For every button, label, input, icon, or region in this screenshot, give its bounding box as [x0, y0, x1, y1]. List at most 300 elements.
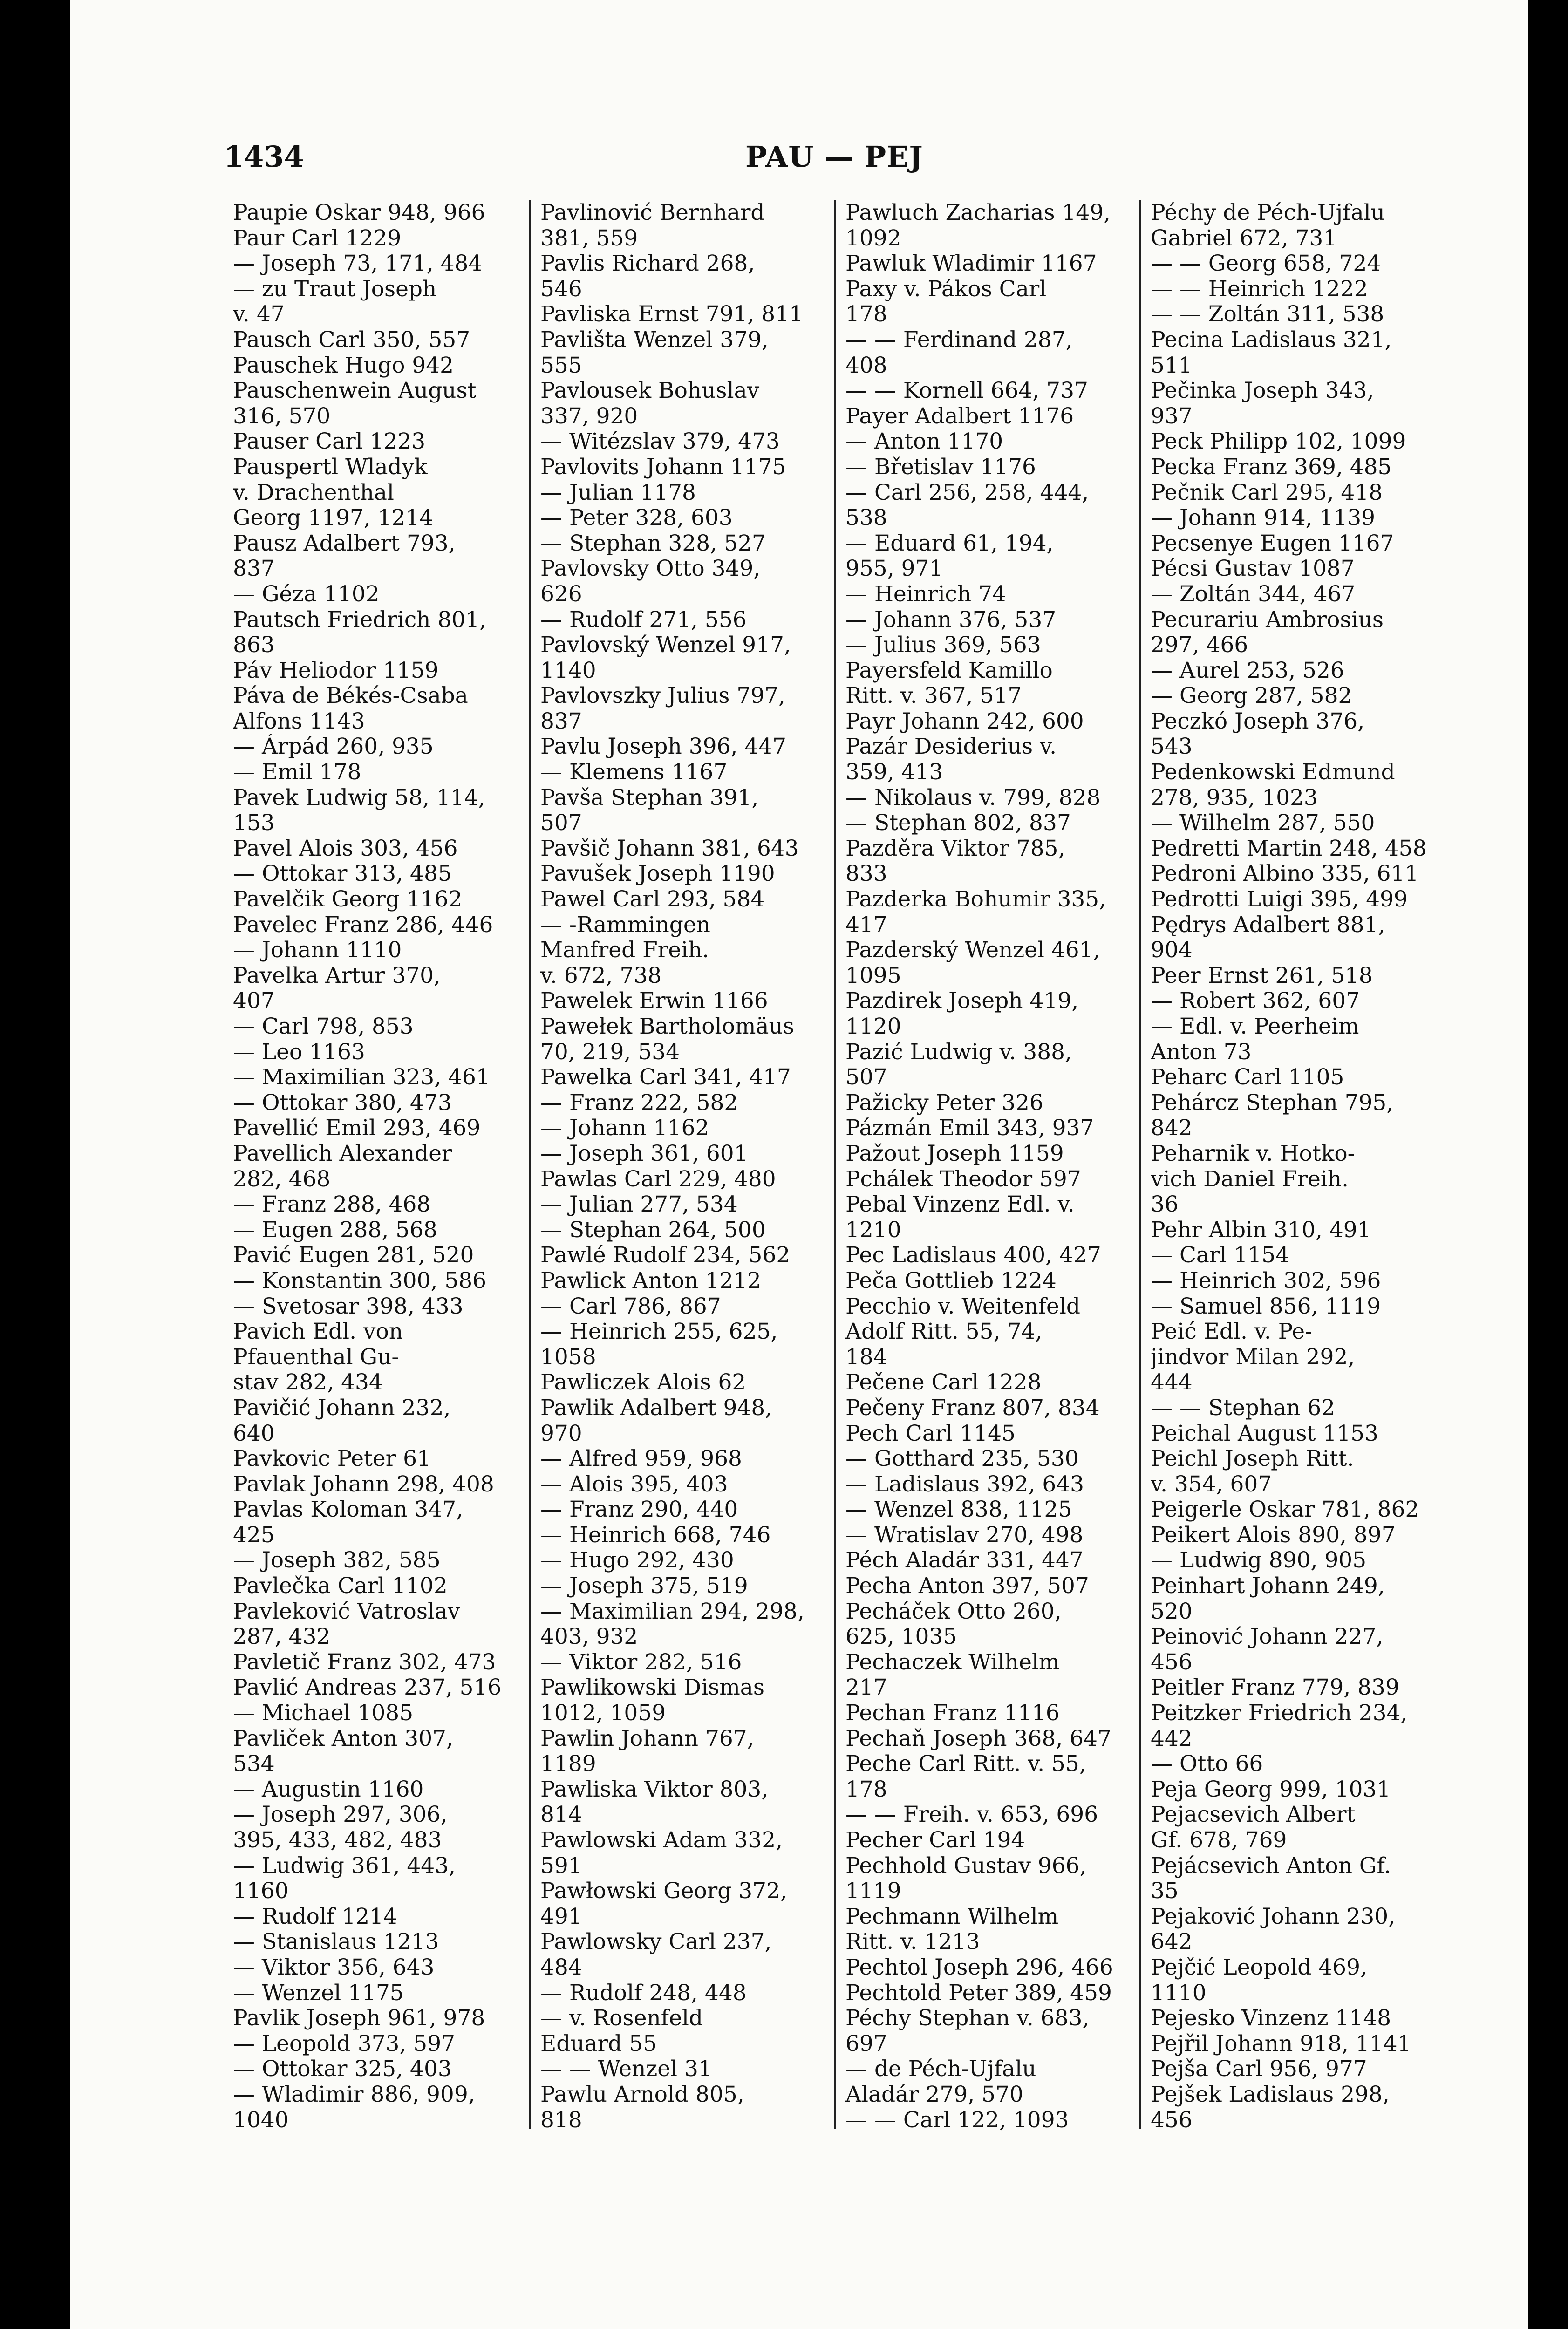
- index-entry: Ritt. v. 367, 517: [845, 683, 1022, 709]
- index-entry: Pavlovský Wenzel 917,: [540, 633, 791, 658]
- index-entry: 625, 1035: [845, 1624, 957, 1650]
- index-entry: — Joseph 361, 601: [540, 1141, 748, 1166]
- index-entry: 970: [540, 1421, 582, 1446]
- index-entry: Pędrys Adalbert 881,: [1151, 912, 1385, 938]
- index-entry: Pavlik Joseph 961, 978: [233, 2006, 485, 2031]
- index-entry: Pavleković Vatroslav: [233, 1599, 460, 1624]
- index-entry: — Maximilian 294, 298,: [540, 1599, 804, 1624]
- index-entry: Pavliska Ernst 791, 811: [540, 302, 803, 327]
- index-entry: v. 672, 738: [540, 963, 662, 988]
- index-entry: 534: [233, 1751, 275, 1777]
- index-entry: 456: [1151, 2107, 1193, 2133]
- index-entry: — Aurel 253, 526: [1151, 658, 1344, 683]
- index-entry: Pavelka Artur 370,: [233, 963, 441, 988]
- index-entry: — Julius 369, 563: [845, 633, 1041, 658]
- index-entry: Payer Adalbert 1176: [845, 403, 1074, 429]
- index-entry: Manfred Freih.: [540, 938, 709, 963]
- index-entry: Pavlu Joseph 396, 447: [540, 734, 786, 760]
- index-entry: — Alfred 959, 968: [540, 1446, 742, 1472]
- index-entry: Pavel Alois 303, 456: [233, 836, 458, 861]
- index-entry: Pawliska Viktor 803,: [540, 1777, 769, 1802]
- index-entry: stav 282, 434: [233, 1370, 383, 1396]
- index-entry: — Robert 362, 607: [1151, 988, 1360, 1014]
- index-entry: — Árpád 260, 935: [233, 734, 434, 760]
- index-entry: 287, 432: [233, 1624, 331, 1650]
- index-entry: — Eugen 288, 568: [233, 1217, 437, 1243]
- index-entry: 297, 466: [1151, 633, 1248, 658]
- index-entry: 837: [233, 556, 275, 582]
- index-entry: Ritt. v. 1213: [845, 1929, 980, 1955]
- index-entry: Pejácsevich Anton Gf.: [1151, 1853, 1391, 1879]
- index-entry: Pecha Anton 397, 507: [845, 1573, 1089, 1599]
- index-entry: — Joseph 375, 519: [540, 1573, 748, 1599]
- index-entry: — — Stephan 62: [1151, 1395, 1336, 1421]
- index-entry: Pechtol Joseph 296, 466: [845, 1954, 1113, 1980]
- index-entry: 546: [540, 276, 582, 302]
- index-entry: — — Carl 122, 1093: [845, 2107, 1069, 2133]
- index-entry: 1012, 1059: [540, 1701, 666, 1726]
- index-entry: Pavich Edl. von: [233, 1319, 403, 1345]
- index-entry: — Svetosar 398, 433: [233, 1294, 464, 1319]
- index-entry: Pecháček Otto 260,: [845, 1599, 1062, 1624]
- index-entry: 1095: [845, 963, 901, 988]
- index-entry: 178: [845, 1777, 887, 1802]
- index-entry: 863: [233, 633, 275, 658]
- index-entry: — Carl 786, 867: [540, 1294, 721, 1319]
- index-entry: — — Heinrich 1222: [1151, 276, 1368, 302]
- index-entry: — Franz 288, 468: [233, 1192, 431, 1218]
- index-entry: 217: [845, 1675, 887, 1701]
- index-entry: — — Wenzel 31: [540, 2057, 712, 2082]
- index-entry: Pavliček Anton 307,: [233, 1726, 453, 1751]
- index-entry: Paxy v. Pákos Carl: [845, 276, 1047, 302]
- index-entry: Peichal August 1153: [1151, 1421, 1379, 1446]
- index-entry: Pausz Adalbert 793,: [233, 531, 456, 556]
- index-entry: — de Péch-Ujfalu: [845, 2057, 1036, 2082]
- index-entry: Péchy de Péch-Ujfalu: [1151, 200, 1385, 225]
- index-entry: Anton 73: [1151, 1039, 1252, 1065]
- index-entry: — Georg 287, 582: [1151, 683, 1352, 709]
- index-entry: — Heinrich 668, 746: [540, 1522, 771, 1548]
- column-4: [1151, 200, 1439, 2133]
- index-entry: 408: [845, 353, 887, 378]
- index-entry: Pejša Carl 956, 977: [1151, 2057, 1367, 2082]
- index-entry: Peharc Carl 1105: [1151, 1065, 1344, 1090]
- index-entry: Pawlé Rudolf 234, 562: [540, 1243, 791, 1268]
- index-entry: Pawliczek Alois 62: [540, 1370, 746, 1396]
- index-entry: 425: [233, 1522, 275, 1548]
- index-entry: vich Daniel Freih.: [1151, 1166, 1349, 1192]
- index-entry: — Rudolf 271, 556: [540, 607, 747, 633]
- index-entry: — Emil 178: [233, 760, 361, 785]
- index-entry: Páv Heliodor 1159: [233, 658, 439, 683]
- index-entry: Gabriel 672, 731: [1151, 225, 1337, 251]
- index-entry: Payersfeld Kamillo: [845, 658, 1053, 683]
- index-entry: — Joseph 73, 171, 484: [233, 251, 483, 277]
- index-entry: Pfauenthal Gu-: [233, 1344, 399, 1370]
- index-entry: 395, 433, 482, 483: [233, 1828, 442, 1853]
- index-entry: Pautsch Friedrich 801,: [233, 607, 487, 633]
- index-entry: 1110: [1151, 1980, 1207, 2006]
- index-entry: Pavlovsky Otto 349,: [540, 556, 761, 582]
- index-entry: Pechaň Joseph 368, 647: [845, 1726, 1111, 1751]
- index-entry: Pazár Desiderius v.: [845, 734, 1057, 760]
- index-entry: — Joseph 382, 585: [233, 1548, 441, 1573]
- index-entry: 842: [1151, 1116, 1193, 1141]
- index-entry: Pawluch Zacharias 149,: [845, 200, 1111, 225]
- index-entry: 543: [1151, 734, 1193, 760]
- index-entry: 1040: [233, 2107, 289, 2133]
- index-entry: Pawlik Adalbert 948,: [540, 1395, 772, 1421]
- index-entry: Péch Aladár 331, 447: [845, 1548, 1084, 1573]
- index-entry: Peichl Joseph Ritt.: [1151, 1446, 1354, 1472]
- index-entry: Pedenkowski Edmund: [1151, 760, 1395, 785]
- index-entry: 337, 920: [540, 403, 638, 429]
- index-entry: Pazdirek Joseph 419,: [845, 988, 1079, 1014]
- index-entry: v. 354, 607: [1151, 1471, 1272, 1497]
- index-entry: — Ottokar 313, 485: [233, 861, 452, 887]
- index-entry: — Carl 798, 853: [233, 1014, 414, 1039]
- index-entry: — — Ferdinand 287,: [845, 327, 1073, 353]
- index-entry: 538: [845, 505, 887, 531]
- index-entry: Peinhart Johann 249,: [1151, 1573, 1385, 1599]
- page: [70, 0, 1528, 2329]
- column-2: [540, 200, 829, 2133]
- index-entry: Pavšič Johann 381, 643: [540, 836, 799, 861]
- index-entry: — Franz 290, 440: [540, 1497, 738, 1523]
- index-entry: — Ottokar 380, 473: [233, 1090, 452, 1116]
- index-entry: Pavlas Koloman 347,: [233, 1497, 464, 1523]
- index-entry: Pavušek Joseph 1190: [540, 861, 775, 887]
- index-entry: Pavletič Franz 302, 473: [233, 1649, 496, 1675]
- index-entry: Pawlikowski Dismas: [540, 1675, 764, 1701]
- index-entry: 359, 413: [845, 760, 943, 785]
- index-entry: 904: [1151, 938, 1193, 963]
- index-entry: — Michael 1085: [233, 1701, 414, 1726]
- index-entry: Pecchio v. Weitenfeld: [845, 1294, 1080, 1319]
- index-entry: — Ladislaus 392, 643: [845, 1471, 1084, 1497]
- index-entry: 403, 932: [540, 1624, 638, 1650]
- index-entry: — Johann 914, 1139: [1151, 505, 1376, 531]
- index-entry: Pehárcz Stephan 795,: [1151, 1090, 1394, 1116]
- index-entry: 507: [845, 1065, 887, 1090]
- index-entry: — Stephan 802, 837: [845, 810, 1071, 836]
- index-entry: Pauser Carl 1223: [233, 429, 426, 455]
- index-entry: Pavlišta Wenzel 379,: [540, 327, 769, 353]
- index-entry: — Julian 277, 534: [540, 1192, 738, 1218]
- index-entry: — Johann 1110: [233, 938, 402, 963]
- index-entry: — Witézslav 379, 473: [540, 429, 780, 455]
- index-entry: Pečene Carl 1228: [845, 1370, 1042, 1396]
- index-entry: Pawłowski Georg 372,: [540, 1879, 787, 1904]
- index-entry: Aladár 279, 570: [845, 2082, 1023, 2107]
- index-entry: 591: [540, 1853, 582, 1879]
- index-entry: Peharnik v. Hotko-: [1151, 1141, 1355, 1166]
- index-entry: — Nikolaus v. 799, 828: [845, 785, 1101, 810]
- index-entry: — Augustin 1160: [233, 1777, 424, 1802]
- index-entry: Pechmann Wilhelm: [845, 1904, 1059, 1929]
- index-entry: 484: [540, 1954, 582, 1980]
- index-entry: — Anton 1170: [845, 429, 1003, 455]
- index-entry: — Wilhelm 287, 550: [1151, 810, 1375, 836]
- index-entry: — Rudolf 1214: [233, 1904, 397, 1929]
- index-entry: Pecher Carl 194: [845, 1828, 1025, 1853]
- index-entry: Pavlečka Carl 1102: [233, 1573, 448, 1599]
- index-entry: 178: [845, 302, 887, 327]
- index-entry: 955, 971: [845, 556, 943, 582]
- index-entry: Pažout Joseph 1159: [845, 1141, 1064, 1166]
- index-entry: Pavkovic Peter 61: [233, 1446, 431, 1472]
- index-entry: Pauschek Hugo 942: [233, 353, 454, 378]
- index-entry: — zu Traut Joseph: [233, 276, 437, 302]
- index-entry: 442: [1151, 1726, 1193, 1751]
- index-entry: 456: [1151, 1649, 1193, 1675]
- index-entry: Pavlak Johann 298, 408: [233, 1471, 494, 1497]
- index-entry: Peča Gottlieb 1224: [845, 1268, 1057, 1294]
- index-entry: Peitzker Friedrich 234,: [1151, 1701, 1408, 1726]
- index-entry: Pawlu Arnold 805,: [540, 2082, 744, 2107]
- index-entry: 491: [540, 1904, 582, 1929]
- index-entry: 937: [1151, 403, 1193, 429]
- index-entry: Pawelek Erwin 1166: [540, 988, 768, 1014]
- index-entry: — Wratislav 270, 498: [845, 1522, 1084, 1548]
- index-entry: 507: [540, 810, 582, 836]
- index-entry: Pejšek Ladislaus 298,: [1151, 2082, 1390, 2107]
- index-entry: — Otto 66: [1151, 1751, 1263, 1777]
- index-entry: Peigerle Oskar 781, 862: [1151, 1497, 1419, 1523]
- index-entry: Pažicky Peter 326: [845, 1090, 1043, 1116]
- index-entry: Pawluk Wladimir 1167: [845, 251, 1097, 277]
- index-entry: 814: [540, 1802, 582, 1828]
- index-entry: — Břetislav 1176: [845, 454, 1036, 480]
- index-entry: — Peter 328, 603: [540, 505, 733, 531]
- index-entry: Paupie Oskar 948, 966: [233, 200, 485, 225]
- index-entry: — Edl. v. Peerheim: [1151, 1014, 1359, 1039]
- index-entry: — Wenzel 838, 1125: [845, 1497, 1072, 1523]
- index-entry: — Maximilian 323, 461: [233, 1065, 490, 1090]
- index-entry: Pavlousek Bohuslav: [540, 378, 760, 404]
- index-entry: Pejaković Johann 230,: [1151, 1904, 1396, 1929]
- index-entry: Peitler Franz 779, 839: [1151, 1675, 1399, 1701]
- index-entry: 444: [1151, 1370, 1193, 1396]
- column-1: [233, 200, 522, 2133]
- index-entry: Pavelčik Georg 1162: [233, 887, 463, 913]
- index-entry: Pawełek Bartholomäus: [540, 1014, 794, 1039]
- index-entry: — Viktor 356, 643: [233, 1954, 435, 1980]
- column-rule: [529, 200, 531, 2129]
- index-entry: Pečinka Joseph 343,: [1151, 378, 1374, 404]
- index-entry: 1119: [845, 1879, 901, 1904]
- index-entry: 1160: [233, 1879, 289, 1904]
- index-entry: — Alois 395, 403: [540, 1471, 728, 1497]
- index-entry: Pechhold Gustav 966,: [845, 1853, 1087, 1879]
- index-entry: — Wenzel 1175: [233, 1980, 404, 2006]
- index-entry: Peikert Alois 890, 897: [1151, 1522, 1396, 1548]
- index-entry: Eduard 55: [540, 2031, 657, 2057]
- index-entry: Pecurariu Ambrosius: [1151, 607, 1384, 633]
- index-entry: Pazderka Bohumir 335,: [845, 887, 1106, 913]
- index-entry: Pawel Carl 293, 584: [540, 887, 765, 913]
- index-entry: Peche Carl Ritt. v. 55,: [845, 1751, 1086, 1777]
- index-entry: Pehr Albin 310, 491: [1151, 1217, 1371, 1243]
- index-entry: Payr Johann 242, 600: [845, 708, 1084, 734]
- index-entry: — Klemens 1167: [540, 760, 728, 785]
- index-entry: v. Drachenthal: [233, 480, 394, 505]
- running-head: PAU — PEJ: [745, 140, 923, 174]
- index-entry: Pavlis Richard 268,: [540, 251, 755, 277]
- index-entry: Pejesko Vinzenz 1148: [1151, 2006, 1391, 2031]
- index-entry: Pavičić Johann 232,: [233, 1395, 451, 1421]
- index-entry: — Samuel 856, 1119: [1151, 1294, 1381, 1319]
- index-entry: 1092: [845, 225, 901, 251]
- index-entry: 316, 570: [233, 403, 331, 429]
- index-entry: Pech Carl 1145: [845, 1421, 1016, 1446]
- index-entry: Pejřil Johann 918, 1141: [1151, 2031, 1411, 2057]
- index-entry: — Julian 1178: [540, 480, 696, 505]
- index-entry: 818: [540, 2107, 582, 2133]
- index-entry: 1189: [540, 1751, 596, 1777]
- index-entry: — Zoltán 344, 467: [1151, 581, 1356, 607]
- index-entry: Pejčić Leopold 469,: [1151, 1954, 1367, 1980]
- index-entry: Pavlovszky Julius 797,: [540, 683, 785, 709]
- index-entry: Pavlić Andreas 237, 516: [233, 1675, 502, 1701]
- index-entry: 837: [540, 708, 582, 734]
- page-number: 1434: [224, 140, 304, 174]
- index-entry: 642: [1151, 1929, 1193, 1955]
- index-entry: — Carl 1154: [1151, 1243, 1289, 1268]
- index-entry: Pazić Ludwig v. 388,: [845, 1039, 1072, 1065]
- index-entry: — Stanislaus 1213: [233, 1929, 439, 1955]
- index-entry: — -Rammingen: [540, 912, 710, 938]
- index-entry: 184: [845, 1344, 887, 1370]
- index-entry: — Ottokar 325, 403: [233, 2057, 452, 2082]
- index-entry: Peja Georg 999, 1031: [1151, 1777, 1391, 1802]
- index-entry: Pedroni Albino 335, 611: [1151, 861, 1419, 887]
- index-entry: Pechtold Peter 389, 459: [845, 1980, 1112, 2006]
- index-entry: — Gotthard 235, 530: [845, 1446, 1079, 1472]
- index-entry: — Ludwig 361, 443,: [233, 1853, 456, 1879]
- index-entry: 70, 219, 534: [540, 1039, 680, 1065]
- index-entry: 1058: [540, 1344, 596, 1370]
- index-entry: Peck Philipp 102, 1099: [1151, 429, 1406, 455]
- column-rule: [834, 200, 836, 2129]
- index-entry: Pavelec Franz 286, 446: [233, 912, 493, 938]
- index-entry: Pečeny Franz 807, 834: [845, 1395, 1100, 1421]
- index-entry: 626: [540, 581, 582, 607]
- index-entry: 381, 559: [540, 225, 638, 251]
- index-entry: Pavlovits Johann 1175: [540, 454, 786, 480]
- index-entry: — Eduard 61, 194,: [845, 531, 1054, 556]
- index-entry: — — Georg 658, 724: [1151, 251, 1381, 277]
- index-entry: Pázmán Emil 343, 937: [845, 1116, 1094, 1141]
- index-entry: — Viktor 282, 516: [540, 1649, 742, 1675]
- index-entry: 153: [233, 810, 275, 836]
- index-entry: Pedrotti Luigi 395, 499: [1151, 887, 1408, 913]
- index-entry: 36: [1151, 1192, 1179, 1218]
- index-entry: 417: [845, 912, 887, 938]
- index-entry: Peić Edl. v. Pe-: [1151, 1319, 1312, 1345]
- index-entry: Pebal Vinzenz Edl. v.: [845, 1192, 1075, 1218]
- index-entry: — Johann 1162: [540, 1116, 709, 1141]
- index-entry: Pavić Eugen 281, 520: [233, 1243, 474, 1268]
- index-entry: — Leopold 373, 597: [233, 2031, 455, 2057]
- index-entry: 697: [845, 2031, 887, 2057]
- index-entry: — Ludwig 890, 905: [1151, 1548, 1367, 1573]
- index-entry: Peinović Johann 227,: [1151, 1624, 1384, 1650]
- index-entry: — v. Rosenfeld: [540, 2006, 703, 2031]
- index-entry: Pausch Carl 350, 557: [233, 327, 470, 353]
- index-entry: Pavellić Emil 293, 469: [233, 1116, 481, 1141]
- index-entry: — Franz 222, 582: [540, 1090, 738, 1116]
- index-entry: Péchy Stephan v. 683,: [845, 2006, 1090, 2031]
- index-entry: Pechaczek Wilhelm: [845, 1649, 1060, 1675]
- index-entry: Georg 1197, 1214: [233, 505, 434, 531]
- index-entry: Peer Ernst 261, 518: [1151, 963, 1373, 988]
- index-entry: — — Freih. v. 653, 696: [845, 1802, 1098, 1828]
- index-entry: Pazděra Viktor 785,: [845, 836, 1065, 861]
- index-entry: — Stephan 264, 500: [540, 1217, 766, 1243]
- index-entry: — Géza 1102: [233, 581, 380, 607]
- index-entry: 640: [233, 1421, 275, 1446]
- index-entry: Pawlowsky Carl 237,: [540, 1929, 772, 1955]
- index-entry: 282, 468: [233, 1166, 331, 1192]
- index-entry: 520: [1151, 1599, 1193, 1624]
- index-entry: Pec Ladislaus 400, 427: [845, 1243, 1101, 1268]
- index-entry: 511: [1151, 353, 1193, 378]
- index-entry: 35: [1151, 1879, 1179, 1904]
- index-entry: — Hugo 292, 430: [540, 1548, 734, 1573]
- index-entry: Pawlowski Adam 332,: [540, 1828, 783, 1853]
- index-entry: Adolf Ritt. 55, 74,: [845, 1319, 1043, 1345]
- index-entry: — — Zoltán 311, 538: [1151, 302, 1384, 327]
- index-entry: Pecsenye Eugen 1167: [1151, 531, 1394, 556]
- column-3: [845, 200, 1134, 2133]
- index-entry: Pechan Franz 1116: [845, 1701, 1060, 1726]
- index-entry: — Carl 256, 258, 444,: [845, 480, 1089, 505]
- index-entry: 1140: [540, 658, 596, 683]
- index-entry: 1120: [845, 1014, 901, 1039]
- index-entry: Pecka Franz 369, 485: [1151, 454, 1392, 480]
- index-entry: Pazderský Wenzel 461,: [845, 938, 1100, 963]
- index-entry: — Leo 1163: [233, 1039, 365, 1065]
- index-entry: Pavellich Alexander: [233, 1141, 452, 1166]
- index-entry: Alfons 1143: [233, 708, 365, 734]
- index-entry: Pavlinović Bernhard: [540, 200, 765, 225]
- index-entry: Pedretti Martin 248, 458: [1151, 836, 1427, 861]
- index-entry: Pawlas Carl 229, 480: [540, 1166, 776, 1192]
- index-entry: Pchálek Theodor 597: [845, 1166, 1081, 1192]
- index-entry: Pečnik Carl 295, 418: [1151, 480, 1383, 505]
- index-entry: 407: [233, 988, 275, 1014]
- index-entry: Pauspertl Wladyk: [233, 454, 428, 480]
- index-entry: — Heinrich 255, 625,: [540, 1319, 778, 1345]
- index-entry: Pawelka Carl 341, 417: [540, 1065, 791, 1090]
- index-entry: Pavek Ludwig 58, 114,: [233, 785, 485, 810]
- index-entry: v. 47: [233, 302, 285, 327]
- index-entry: — Joseph 297, 306,: [233, 1802, 448, 1828]
- index-entry: — — Kornell 664, 737: [845, 378, 1088, 404]
- index-entry: — Heinrich 302, 596: [1151, 1268, 1381, 1294]
- index-entry: — Wladimir 886, 909,: [233, 2082, 475, 2107]
- index-entry: 1210: [845, 1217, 901, 1243]
- index-entry: Pavša Stephan 391,: [540, 785, 759, 810]
- index-entry: 555: [540, 353, 582, 378]
- index-entry: — Rudolf 248, 448: [540, 1980, 747, 2006]
- index-entry: Pawlin Johann 767,: [540, 1726, 754, 1751]
- index-entry: — Konstantin 300, 586: [233, 1268, 487, 1294]
- index-entry: 833: [845, 861, 887, 887]
- index-entry: Paur Carl 1229: [233, 225, 402, 251]
